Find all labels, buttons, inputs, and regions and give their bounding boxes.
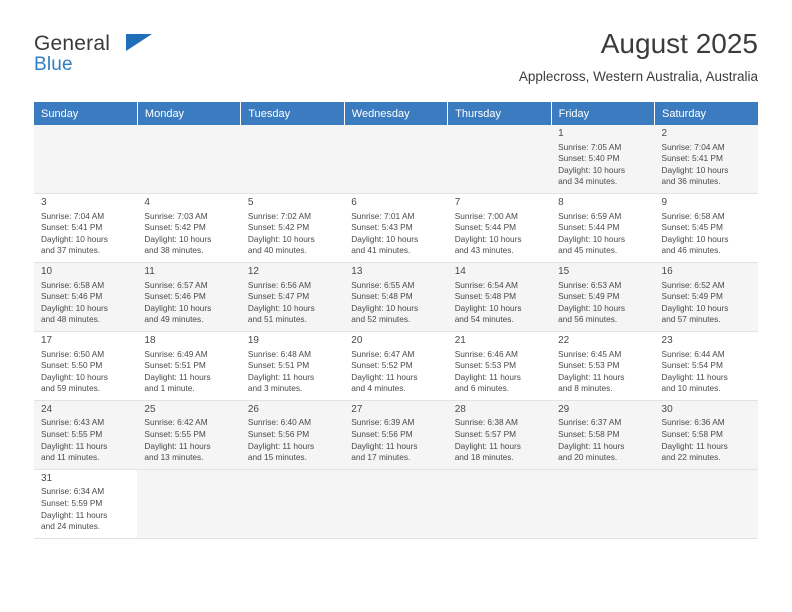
- day-detail-line: and 36 minutes.: [661, 176, 721, 187]
- day-number: 22: [558, 334, 570, 346]
- day-detail-line: Sunset: 5:55 PM: [144, 429, 206, 440]
- calendar-day-cell[interactable]: [241, 400, 344, 469]
- day-details: [144, 417, 236, 463]
- day-details: [351, 280, 443, 326]
- day-number: 2: [661, 128, 668, 139]
- day-detail-line: and 52 minutes.: [351, 314, 411, 325]
- day-number: 25: [144, 403, 156, 415]
- page-title: August 2025: [600, 28, 758, 59]
- day-details: [455, 211, 547, 257]
- day-detail-line: and 34 minutes.: [558, 176, 618, 187]
- calendar-week-row: [34, 469, 758, 538]
- day-detail-line: Sunrise: 6:36 AM: [661, 417, 725, 428]
- day-detail-line: Sunset: 5:47 PM: [247, 291, 310, 302]
- day-detail-line: Sunrise: 6:46 AM: [454, 348, 518, 359]
- day-detail-line: Sunrise: 7:04 AM: [661, 141, 725, 152]
- day-number: 27: [351, 403, 363, 415]
- weekday-header-sunday: Sunday: [34, 102, 137, 125]
- day-detail-line: Daylight: 10 hours: [454, 233, 522, 244]
- day-details: [144, 349, 236, 395]
- day-details: [558, 142, 650, 188]
- day-detail-line: Daylight: 11 hours: [454, 440, 521, 451]
- day-details: [41, 349, 133, 395]
- calendar-day-cell[interactable]: [551, 125, 654, 193]
- day-detail-line: Sunset: 5:48 PM: [351, 291, 413, 302]
- day-detail-line: Sunset: 5:43 PM: [351, 222, 413, 233]
- day-number: 19: [247, 334, 259, 346]
- day-number: 14: [454, 265, 466, 277]
- day-detail-line: and 56 minutes.: [558, 314, 618, 325]
- day-detail-line: and 11 minutes.: [41, 452, 100, 463]
- day-details: [558, 211, 650, 257]
- day-number: 5: [247, 196, 254, 208]
- calendar-empty-cell: [241, 125, 344, 193]
- day-detail-line: Daylight: 11 hours: [247, 371, 315, 382]
- day-detail-line: Sunrise: 6:40 AM: [247, 417, 312, 428]
- day-number: 11: [144, 265, 155, 277]
- calendar-empty-cell: [137, 125, 240, 193]
- day-detail-line: and 4 minutes.: [351, 383, 406, 394]
- day-detail-line: Daylight: 10 hours: [144, 233, 212, 244]
- calendar-day-cell[interactable]: [137, 331, 240, 400]
- calendar-day-cell[interactable]: [241, 262, 344, 331]
- calendar-week-row: [34, 193, 758, 262]
- day-detail-line: Sunset: 5:41 PM: [41, 222, 103, 233]
- day-detail-line: Sunrise: 7:04 AM: [41, 210, 105, 221]
- day-detail-line: Sunset: 5:57 PM: [454, 429, 517, 440]
- day-number: 26: [247, 403, 259, 415]
- day-detail-line: and 51 minutes.: [247, 314, 307, 325]
- day-detail-line: Daylight: 10 hours: [454, 302, 522, 313]
- day-details: [351, 417, 443, 463]
- day-detail-line: Daylight: 10 hours: [558, 302, 625, 313]
- day-detail-line: Daylight: 11 hours: [351, 371, 418, 382]
- logo-text-blue: Blue: [34, 54, 73, 75]
- day-detail-line: and 37 minutes.: [41, 245, 101, 256]
- calendar-day-cell[interactable]: [137, 193, 240, 262]
- weekday-header-monday: Monday: [137, 102, 240, 125]
- day-detail-line: Daylight: 11 hours: [41, 440, 108, 451]
- day-detail-line: Sunrise: 6:42 AM: [144, 417, 208, 428]
- day-details: [248, 349, 340, 395]
- day-detail-line: Daylight: 10 hours: [247, 302, 315, 313]
- day-detail-line: Sunrise: 6:38 AM: [454, 417, 518, 428]
- calendar-body: [34, 125, 758, 538]
- day-detail-line: Daylight: 10 hours: [351, 233, 419, 244]
- day-detail-line: Daylight: 10 hours: [144, 302, 212, 313]
- day-detail-line: Daylight: 11 hours: [454, 371, 521, 382]
- day-detail-line: Sunrise: 6:52 AM: [661, 279, 725, 290]
- day-detail-line: Sunrise: 6:55 AM: [351, 279, 415, 290]
- day-detail-line: and 22 minutes.: [661, 452, 721, 463]
- day-detail-line: and 1 minute.: [144, 383, 195, 394]
- day-detail-line: Daylight: 10 hours: [558, 164, 625, 175]
- day-detail-line: and 6 minutes.: [454, 383, 510, 394]
- day-detail-line: and 13 minutes.: [144, 452, 204, 463]
- weekday-header-tuesday: Tuesday: [241, 102, 344, 125]
- calendar-day-cell[interactable]: [344, 400, 447, 469]
- weekday-header-wednesday: Wednesday: [344, 102, 447, 125]
- day-detail-line: Sunset: 5:48 PM: [454, 291, 517, 302]
- day-number: 6: [351, 196, 357, 208]
- calendar-empty-cell: [344, 469, 447, 538]
- day-number: 8: [558, 196, 564, 208]
- day-details: [248, 417, 340, 463]
- day-detail-line: and 3 minutes.: [247, 383, 303, 394]
- day-details: [41, 280, 133, 326]
- day-detail-line: Daylight: 11 hours: [661, 371, 728, 382]
- day-detail-line: Sunset: 5:56 PM: [351, 429, 413, 440]
- day-number: 9: [661, 196, 668, 208]
- calendar-empty-cell: [655, 469, 758, 538]
- day-detail-line: Daylight: 10 hours: [661, 302, 729, 313]
- calendar-week-row: [34, 400, 758, 469]
- day-number: 12: [247, 265, 259, 277]
- day-detail-line: Sunset: 5:44 PM: [454, 222, 517, 233]
- day-details: [455, 280, 547, 326]
- calendar-empty-cell: [34, 125, 137, 193]
- title-block: [519, 28, 758, 84]
- day-details: [662, 349, 754, 395]
- day-detail-line: Daylight: 11 hours: [41, 509, 108, 520]
- day-detail-line: Sunset: 5:42 PM: [144, 222, 206, 233]
- day-detail-line: Sunrise: 7:05 AM: [558, 141, 622, 152]
- day-detail-line: Sunset: 5:51 PM: [247, 360, 310, 371]
- day-detail-line: Daylight: 10 hours: [351, 302, 419, 313]
- day-details: [455, 417, 547, 463]
- calendar-empty-cell: [344, 125, 447, 193]
- day-detail-line: and 38 minutes.: [144, 245, 204, 256]
- day-detail-line: Daylight: 11 hours: [247, 440, 315, 451]
- day-detail-line: Daylight: 11 hours: [558, 440, 625, 451]
- day-detail-line: Sunset: 5:59 PM: [41, 498, 103, 509]
- day-detail-line: Sunrise: 6:37 AM: [558, 417, 622, 428]
- calendar-week-row: [34, 331, 758, 400]
- day-detail-line: and 17 minutes.: [351, 452, 411, 463]
- weekday-header-thursday: Thursday: [448, 102, 551, 125]
- page-header: [34, 28, 758, 90]
- day-detail-line: Sunrise: 6:57 AM: [144, 279, 208, 290]
- day-detail-line: Daylight: 10 hours: [41, 233, 108, 244]
- day-number: 13: [351, 265, 363, 277]
- day-detail-line: and 15 minutes.: [247, 452, 307, 463]
- day-details: [351, 349, 443, 395]
- calendar-day-cell[interactable]: [241, 193, 344, 262]
- day-details: [558, 417, 650, 463]
- day-details: [558, 349, 650, 395]
- day-detail-line: Sunset: 5:44 PM: [558, 222, 620, 233]
- day-detail-line: Sunset: 5:55 PM: [41, 429, 103, 440]
- day-detail-line: Daylight: 11 hours: [144, 440, 211, 451]
- weekday-header-friday: Friday: [551, 102, 654, 125]
- day-number: 16: [661, 265, 673, 277]
- day-detail-line: and 46 minutes.: [661, 245, 721, 256]
- calendar-day-cell[interactable]: [655, 331, 758, 400]
- day-details: [662, 142, 754, 188]
- day-detail-line: Sunset: 5:53 PM: [558, 360, 620, 371]
- day-detail-line: Sunrise: 6:43 AM: [41, 417, 105, 428]
- calendar-day-cell[interactable]: [655, 262, 758, 331]
- day-number: 3: [41, 196, 47, 208]
- calendar-day-cell[interactable]: [34, 400, 137, 469]
- day-details: [248, 211, 340, 257]
- day-details: [144, 280, 236, 326]
- day-details: [248, 280, 340, 326]
- calendar-day-cell[interactable]: [655, 125, 758, 193]
- day-detail-line: Sunrise: 6:59 AM: [558, 210, 622, 221]
- day-detail-line: Daylight: 11 hours: [558, 371, 625, 382]
- day-detail-line: Sunrise: 7:03 AM: [144, 210, 208, 221]
- day-detail-line: Sunset: 5:46 PM: [41, 291, 103, 302]
- day-details: [558, 280, 650, 326]
- day-detail-line: Daylight: 11 hours: [144, 371, 211, 382]
- calendar-day-cell[interactable]: [344, 262, 447, 331]
- calendar-empty-cell: [137, 469, 240, 538]
- calendar-empty-cell: [241, 469, 344, 538]
- day-details: [662, 280, 754, 326]
- day-number: 18: [144, 334, 156, 346]
- day-number: 7: [454, 196, 461, 208]
- day-detail-line: and 45 minutes.: [558, 245, 618, 256]
- day-detail-line: Daylight: 10 hours: [41, 371, 108, 382]
- day-detail-line: Sunset: 5:56 PM: [247, 429, 310, 440]
- calendar-week-row: [34, 262, 758, 331]
- day-detail-line: Sunrise: 7:02 AM: [247, 210, 312, 221]
- calendar-day-cell[interactable]: [137, 400, 240, 469]
- day-detail-line: Sunrise: 6:58 AM: [661, 210, 725, 221]
- calendar-day-cell[interactable]: [241, 331, 344, 400]
- day-number: 20: [351, 334, 363, 346]
- day-detail-line: Sunset: 5:41 PM: [661, 153, 723, 164]
- calendar-day-cell[interactable]: [448, 331, 551, 400]
- calendar-day-cell[interactable]: [34, 331, 137, 400]
- day-detail-line: and 59 minutes.: [41, 383, 101, 394]
- day-detail-line: Sunset: 5:52 PM: [351, 360, 413, 371]
- day-detail-line: and 41 minutes.: [351, 245, 411, 256]
- day-details: [41, 486, 133, 532]
- calendar-day-cell[interactable]: [551, 262, 654, 331]
- day-detail-line: and 10 minutes.: [661, 383, 721, 394]
- calendar-day-cell[interactable]: [344, 331, 447, 400]
- day-detail-line: Sunset: 5:50 PM: [41, 360, 103, 371]
- calendar-day-cell[interactable]: [34, 469, 137, 538]
- calendar-day-cell[interactable]: [34, 193, 137, 262]
- calendar-day-cell[interactable]: [448, 193, 551, 262]
- day-detail-line: Sunset: 5:58 PM: [558, 429, 620, 440]
- day-number: 1: [558, 128, 564, 139]
- day-detail-line: Sunrise: 7:00 AM: [454, 210, 518, 221]
- calendar-empty-cell: [448, 469, 551, 538]
- day-detail-line: Sunrise: 6:53 AM: [558, 279, 622, 290]
- day-detail-line: and 57 minutes.: [661, 314, 721, 325]
- weekday-header-row: [34, 102, 758, 125]
- day-detail-line: and 49 minutes.: [144, 314, 204, 325]
- day-detail-line: and 54 minutes.: [454, 314, 514, 325]
- day-detail-line: Sunrise: 6:45 AM: [558, 348, 622, 359]
- day-number: 4: [144, 196, 150, 208]
- day-detail-line: Sunrise: 6:47 AM: [351, 348, 415, 359]
- day-detail-line: Sunrise: 6:49 AM: [144, 348, 208, 359]
- day-detail-line: Sunset: 5:45 PM: [661, 222, 723, 233]
- day-detail-line: Sunset: 5:40 PM: [558, 153, 620, 164]
- day-detail-line: and 40 minutes.: [247, 245, 307, 256]
- day-details: [351, 211, 443, 257]
- calendar-table: [34, 102, 758, 539]
- day-detail-line: Sunset: 5:49 PM: [661, 291, 723, 302]
- day-detail-line: Sunset: 5:46 PM: [144, 291, 206, 302]
- day-detail-line: and 48 minutes.: [41, 314, 101, 325]
- calendar-day-cell[interactable]: [448, 262, 551, 331]
- day-detail-line: and 20 minutes.: [558, 452, 618, 463]
- calendar-empty-cell: [551, 469, 654, 538]
- day-detail-line: Sunrise: 6:48 AM: [247, 348, 312, 359]
- day-detail-line: Daylight: 11 hours: [661, 440, 728, 451]
- day-detail-line: Daylight: 10 hours: [661, 233, 729, 244]
- day-detail-line: Sunset: 5:53 PM: [454, 360, 517, 371]
- day-details: [455, 349, 547, 395]
- calendar-day-cell[interactable]: [551, 331, 654, 400]
- day-number: 23: [661, 334, 673, 346]
- day-details: [662, 417, 754, 463]
- day-details: [41, 211, 133, 257]
- calendar-day-cell[interactable]: [551, 400, 654, 469]
- calendar-day-cell[interactable]: [448, 400, 551, 469]
- day-detail-line: Sunrise: 6:34 AM: [41, 486, 105, 497]
- calendar-day-cell[interactable]: [551, 193, 654, 262]
- calendar-day-cell[interactable]: [34, 262, 137, 331]
- day-detail-line: Sunrise: 6:56 AM: [247, 279, 312, 290]
- day-number: 29: [558, 403, 570, 415]
- calendar-day-cell[interactable]: [655, 193, 758, 262]
- day-number: 24: [41, 403, 53, 415]
- day-detail-line: Sunrise: 6:50 AM: [41, 348, 105, 359]
- calendar-day-cell[interactable]: [655, 400, 758, 469]
- calendar-empty-cell: [448, 125, 551, 193]
- flag-icon: [126, 34, 152, 51]
- day-detail-line: Sunrise: 6:58 AM: [41, 279, 105, 290]
- location-subtitle: Applecross, Western Australia, Australia: [518, 69, 758, 84]
- day-number: 17: [41, 334, 53, 346]
- day-detail-line: Sunrise: 7:01 AM: [351, 210, 415, 221]
- day-number: 31: [41, 472, 53, 484]
- logo: [34, 28, 144, 76]
- day-detail-line: Sunset: 5:49 PM: [558, 291, 620, 302]
- day-detail-line: Sunset: 5:58 PM: [661, 429, 723, 440]
- day-number: 21: [454, 334, 466, 346]
- day-details: [662, 211, 754, 257]
- day-number: 10: [41, 265, 53, 277]
- day-detail-line: Sunset: 5:42 PM: [247, 222, 310, 233]
- day-detail-line: Sunset: 5:54 PM: [661, 360, 723, 371]
- calendar-day-cell[interactable]: [137, 262, 240, 331]
- day-detail-line: Sunset: 5:51 PM: [144, 360, 206, 371]
- logo-text-general: General: [34, 32, 111, 55]
- day-detail-line: Sunrise: 6:39 AM: [351, 417, 415, 428]
- day-detail-line: Daylight: 10 hours: [558, 233, 625, 244]
- weekday-header-saturday: Saturday: [655, 102, 758, 125]
- day-detail-line: and 18 minutes.: [454, 452, 514, 463]
- day-detail-line: Daylight: 10 hours: [661, 164, 729, 175]
- calendar-day-cell[interactable]: [344, 193, 447, 262]
- day-number: 15: [558, 265, 570, 277]
- day-detail-line: and 24 minutes.: [41, 521, 101, 532]
- day-details: [41, 417, 133, 463]
- day-detail-line: Daylight: 11 hours: [351, 440, 418, 451]
- day-detail-line: Sunrise: 6:54 AM: [454, 279, 518, 290]
- day-number: 28: [454, 403, 466, 415]
- day-detail-line: and 8 minutes.: [558, 383, 613, 394]
- calendar-week-row: [34, 125, 758, 193]
- day-detail-line: Daylight: 10 hours: [41, 302, 108, 313]
- day-detail-line: and 43 minutes.: [454, 245, 514, 256]
- day-detail-line: Daylight: 10 hours: [247, 233, 315, 244]
- day-number: 30: [661, 403, 673, 415]
- day-detail-line: Sunrise: 6:44 AM: [661, 348, 725, 359]
- day-details: [144, 211, 236, 257]
